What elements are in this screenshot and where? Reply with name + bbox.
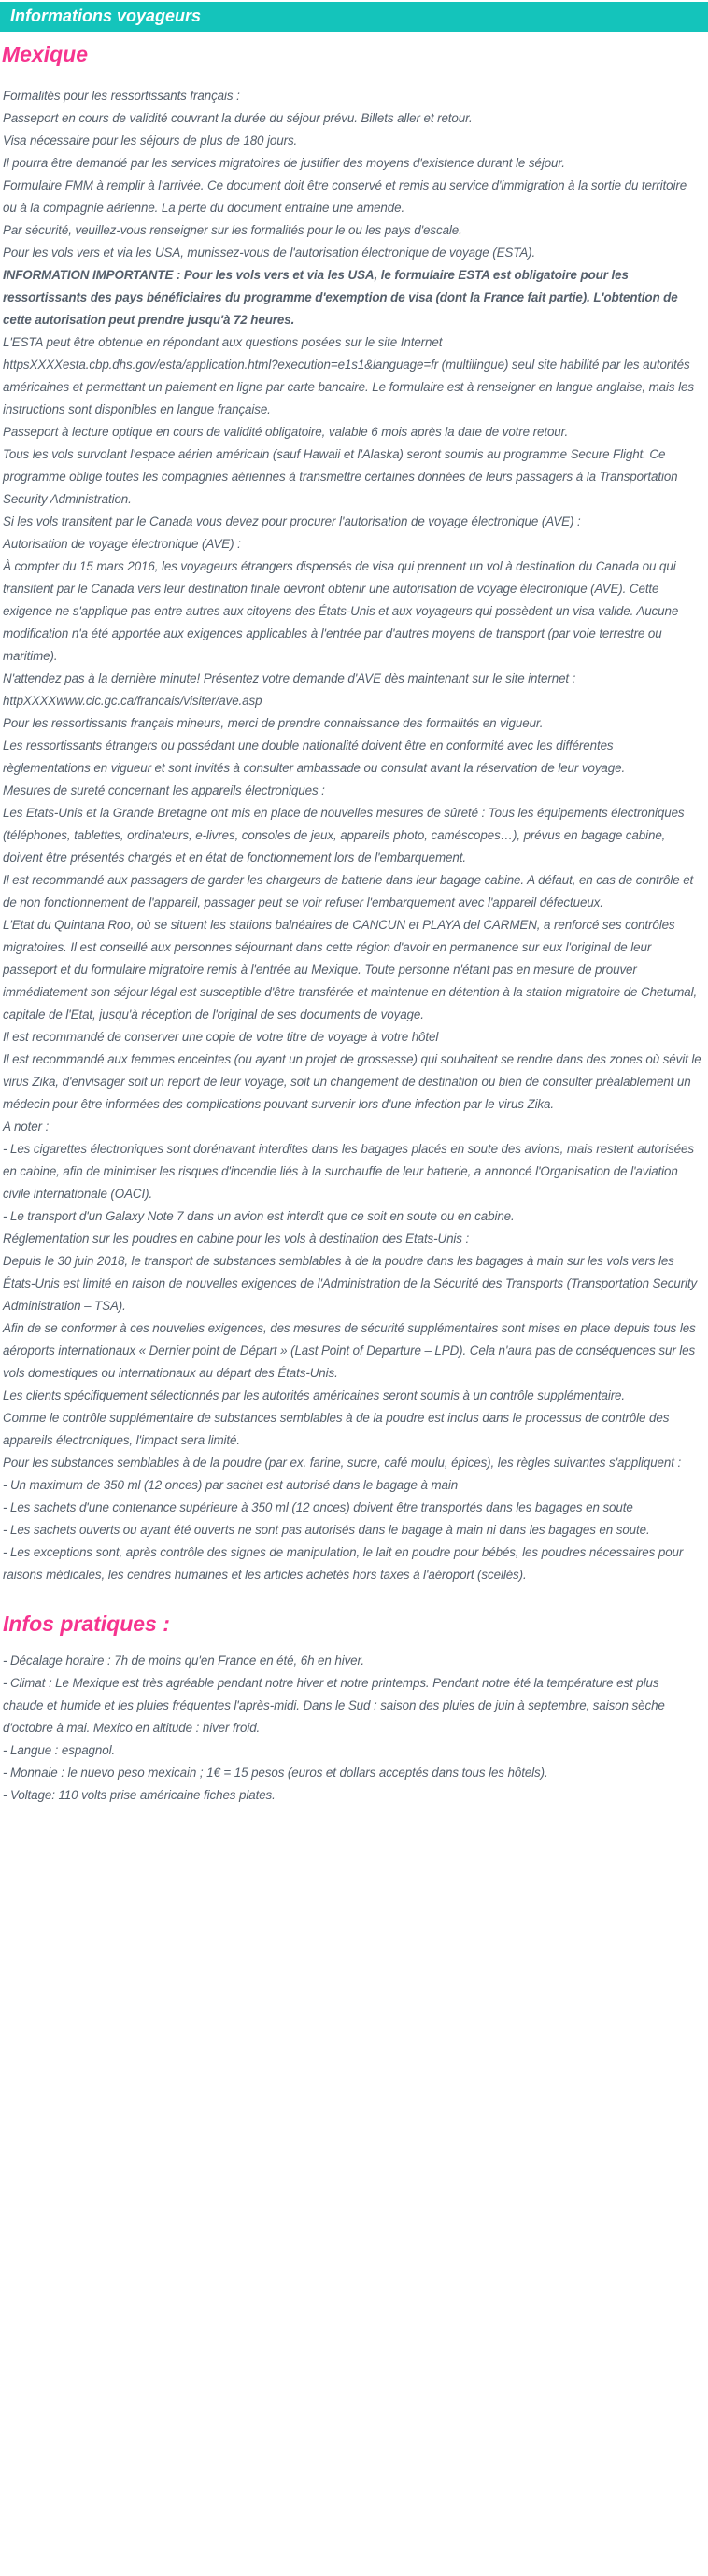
paragraph: Pour les vols vers et via les USA, munissez-vous de l'autorisation électronique de voyage (ESTA).: [3, 246, 536, 260]
paragraph: Si les vols transitent par le Canada vous devez pour procurer l'autorisation de voyage électronique (AVE) :: [3, 514, 581, 528]
paragraph: Autorisation de voyage électronique (AVE) :: [3, 537, 241, 551]
paragraph: Depuis le 30 juin 2018, le transport de substances semblables à de la poudre dans les bagages à main sur les vols vers les États-Unis est limité en raison de nouvelles exigences de l'Administration de la Sécurité des Transports (Transportation Security Administration – TSA).: [3, 1254, 698, 1313]
paragraph: L'Etat du Quintana Roo, où se situent les stations balnéaires de CANCUN et PLAYA del CARMEN, a renforcé ses contrôles migratoires. Il est conseillé aux personnes séjournant dans cette région d'avoir en permanence sur eux l'original de leur passeport et du formulaire migratoire remis à l'entrée au Mexique. Toute personne n'étant pas en mesure de prouver immédiatement son séjour légal est susceptible d'être transférée et maintenue en détention à la station migratoire de Chetumal, capitale de l'Etat, jusqu'à réception de l'original de ses documents de voyage.: [3, 918, 698, 1021]
header-bar: [0, 2, 708, 32]
paragraph: - Monnaie : le nuevo peso mexicain ; 1€ = 15 pesos (euros et dollars acceptés dans tous les hôtels).: [3, 1766, 548, 1780]
content-blocks: [3, 85, 702, 1807]
paragraph: Comme le contrôle supplémentaire de substances semblables à de la poudre est inclus dans le processus de contrôle des appareils électroniques, l'impact sera limité.: [3, 1411, 670, 1447]
paragraph: Visa nécessaire pour les séjours de plus de 180 jours.: [3, 134, 298, 148]
paragraph: L'ESTA peut être obtenue en répondant aux questions posées sur le site Internet httpsXXXXesta.cbp.dhs.gov/esta/application.html?execution=e1s1&language=fr (multilingue) seul site habilité par les autorités américaines et permettant un paiement en ligne par carte bancaire. Le formulaire est à renseigner en langue anglaise, mais les instructions sont disponibles en langue française.: [3, 335, 694, 416]
paragraph: Il est recommandé de conserver une copie de votre titre de voyage à votre hôtel: [3, 1030, 439, 1044]
paragraph: A noter :: [3, 1119, 50, 1133]
paragraph: Pour les ressortissants français mineurs, merci de prendre connaissance des formalités en vigueur.: [3, 716, 544, 730]
paragraph: - Langue : espagnol.: [3, 1743, 116, 1757]
paragraph: Formulaire FMM à remplir à l'arrivée. Ce document doit être conservé et remis au service d'immigration à la sortie du territoire ou à la compagnie aérienne. La perte du document entraine une amende.: [3, 178, 687, 215]
paragraph: - Les sachets ouverts ou ayant été ouverts ne sont pas autorisés dans le bagage à main ni dans les bagages en soute.: [3, 1523, 650, 1537]
paragraph: - Les sachets d'une contenance supérieure à 350 ml (12 onces) doivent être transportés dans les bagages en soute: [3, 1500, 633, 1514]
paragraph: Pour les substances semblables à de la poudre (par ex. farine, sucre, café moulu, épices), les règles suivantes s'appliquent :: [3, 1456, 682, 1470]
paragraph: - Climat : Le Mexique est très agréable pendant notre hiver et notre printemps. Pendant notre été la température est plus chaude et humide et les pluies fréquentes l'après-midi. Dans le Sud : saison des pluies de juin à septembre, saison sèche d'octobre à mai. Mexico en altitude : hiver froid.: [3, 1676, 665, 1735]
paragraph: Il est recommandé aux femmes enceintes (ou ayant un projet de grossesse) qui souhaitent se rendre dans des zones où sévit le virus Zika, d'envisager soit un report de leur voyage, soit un changement de destination ou bien de consulter préalablement un médecin pour être informées des complications pouvant survenir lors d'une infection par le virus Zika.: [3, 1052, 701, 1111]
paragraph: Formalités pour les ressortissants français :: [3, 89, 240, 103]
paragraph: Mesures de sureté concernant les appareils électroniques :: [3, 783, 325, 797]
paragraph: Les Etats-Unis et la Grande Bretagne ont mis en place de nouvelles mesures de sûreté : Tous les équipements électroniques (téléphones, tablettes, ordinateurs, e-livres, consoles de jeux, appareils photo, caméscopes…), prévus en bagage cabine, doivent être présentés chargés et en état de fonctionnement lors de l'embarquement.: [3, 806, 685, 865]
travel-info-content: [0, 85, 708, 1835]
paragraph: Afin de se conformer à ces nouvelles exigences, des mesures de sécurité supplémentaires sont mises en place depuis tous les aéroports internationaux « Dernier point de Départ » (Last Point of Departure – LPD). Cela n'aura pas de conséquences sur les vols domestiques ou internationaux au départ des États-Unis.: [3, 1321, 696, 1380]
paragraph: INFORMATION IMPORTANTE : Pour les vols vers et via les USA, le formulaire ESTA est obligatoire pour les ressortissants des pays bénéficiaires du programme d'exemption de visa (dont la France fait partie). L'obtention de cette autorisation peut prendre jusqu'à 72 heures.: [3, 268, 678, 327]
paragraph: - Les cigarettes électroniques sont dorénavant interdites dans les bagages placés en soute des avions, mais restent autorisées en cabine, afin de minimiser les risques d'incendie liés à la surchauffe de leur batterie, a annoncé l'Organisation de l'aviation civile internationale (OACI).: [3, 1142, 694, 1201]
paragraph: Les ressortissants étrangers ou possédant une double nationalité doivent être en conformité avec les différentes règlementations en vigueur et sont invités à consulter ambassade ou consulat avant la réservation de leur voyage.: [3, 739, 626, 775]
paragraph: À compter du 15 mars 2016, les voyageurs étrangers dispensés de visa qui prennent un vol à destination du Canada ou qui transitent par le Canada vers leur destination finale devront obtenir une autorisation de voyage électronique (AVE). Cette exigence ne s'applique pas entre autres aux citoyens des États-Unis et aux voyageurs qui possèdent un visa valide. Aucune modification n'a été apportée aux exigences applicables à l'entrée par d'autres moyens de transport (par voie terrestre ou maritime).: [3, 559, 679, 663]
paragraph: Tous les vols survolant l'espace aérien américain (sauf Hawaii et l'Alaska) seront soumis au programme Secure Flight. Ce programme oblige toutes les compagnies aériennes à transmettre certaines données de leurs passagers à la Transportation Security Administration.: [3, 447, 678, 506]
paragraph: - Décalage horaire : 7h de moins qu'en France en été, 6h en hiver.: [3, 1654, 364, 1668]
paragraph: - Les exceptions sont, après contrôle des signes de manipulation, le lait en poudre pour bébés, les poudres nécessaires pour raisons médicales, les cendres humaines et les articles achetés hors taxes à l'aéroport (scellés).: [3, 1545, 684, 1582]
paragraph: Réglementation sur les poudres en cabine pour les vols à destination des Etats-Unis :: [3, 1232, 470, 1246]
paragraph: Passeport à lecture optique en cours de validité obligatoire, valable 6 mois après la date de votre retour.: [3, 425, 569, 439]
paragraph: - Le transport d'un Galaxy Note 7 dans un avion est interdit que ce soit en soute ou en cabine.: [3, 1209, 515, 1223]
paragraph: Par sécurité, veuillez-vous renseigner sur les formalités pour le ou les pays d'escale.: [3, 223, 462, 237]
country-title: Mexique: [2, 42, 89, 66]
page-title: Informations voyageurs: [10, 7, 202, 25]
section-heading: Infos pratiques :: [3, 1612, 170, 1636]
paragraph: Passeport en cours de validité couvrant la durée du séjour prévu. Billets aller et retour.: [3, 111, 473, 125]
paragraph: N'attendez pas à la dernière minute! Présentez votre demande d'AVE dès maintenant sur le site internet : httpXXXXwww.cic.gc.ca/francais/visiter/ave.asp: [3, 671, 576, 708]
paragraph: - Voltage: 110 volts prise américaine fiches plates.: [3, 1788, 276, 1802]
paragraph: - Un maximum de 350 ml (12 onces) par sachet est autorisé dans le bagage à main: [3, 1478, 459, 1492]
paragraph: Il pourra être demandé par les services migratoires de justifier des moyens d'existence durant le séjour.: [3, 156, 565, 170]
paragraph: Les clients spécifiquement sélectionnés par les autorités américaines seront soumis à un contrôle supplémentaire.: [3, 1388, 626, 1402]
paragraph: Il est recommandé aux passagers de garder les chargeurs de batterie dans leur bagage cabine. A défaut, en cas de contrôle et de non fonctionnement de l'appareil, passager peut se voir refuser l'embarquement avec l'appareil défectueux.: [3, 873, 694, 909]
